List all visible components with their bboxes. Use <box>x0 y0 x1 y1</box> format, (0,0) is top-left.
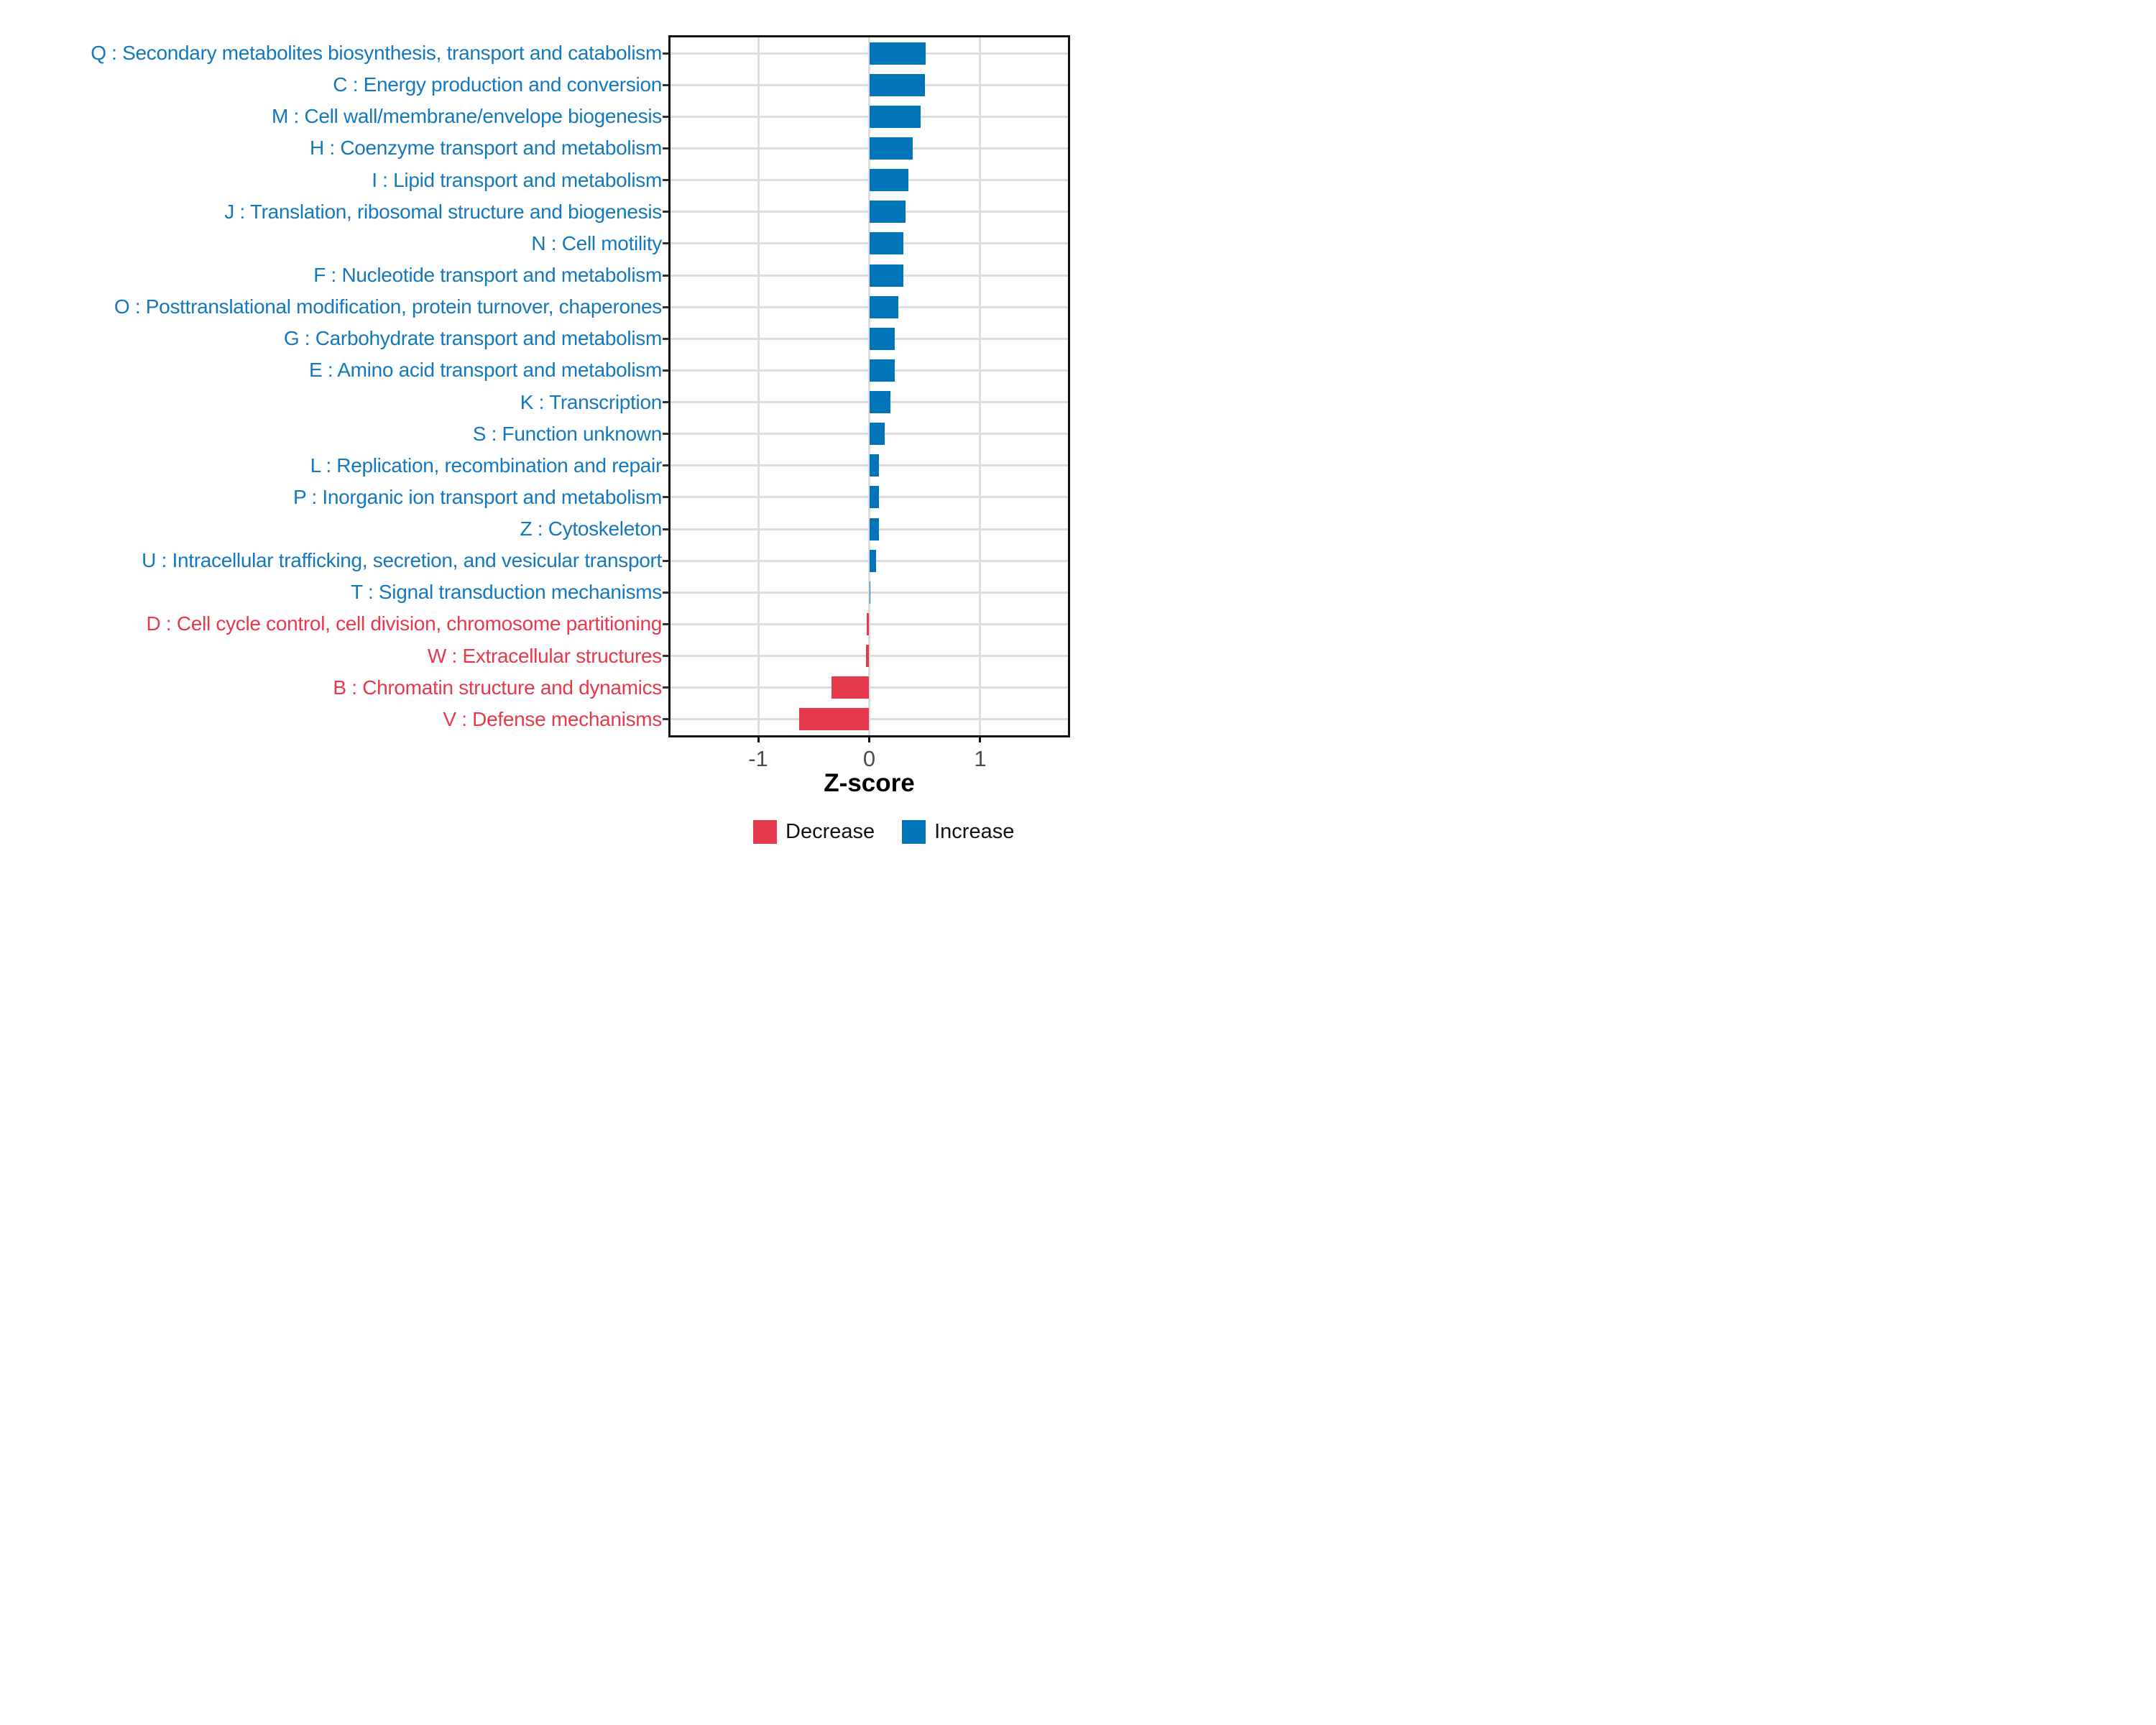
x-gridline <box>979 37 981 735</box>
category-label: N : Cell motility <box>531 231 662 254</box>
y-gridline <box>671 655 1068 657</box>
category-label: Q : Secondary metabolites biosynthesis, transport and catabolism <box>91 42 662 64</box>
y-tick <box>663 116 668 118</box>
y-tick <box>663 433 668 435</box>
bar-O <box>870 296 898 318</box>
y-tick <box>663 528 668 530</box>
category-label: P : Inorganic ion transport and metabolism <box>293 485 662 508</box>
plot-panel <box>668 35 1070 737</box>
x-tick <box>979 737 981 742</box>
y-tick <box>663 401 668 403</box>
bar-N <box>870 232 904 254</box>
category-label: T : Signal transduction mechanisms <box>351 581 662 604</box>
legend-label-decrease: Decrease <box>786 819 875 843</box>
bar-V <box>799 708 869 730</box>
category-label: W : Extracellular structures <box>427 644 662 667</box>
bar-G <box>870 328 895 350</box>
y-tick <box>663 338 668 340</box>
x-tick <box>868 737 870 742</box>
legend-swatch-decrease <box>753 820 777 844</box>
y-tick <box>663 211 668 213</box>
x-tick-label: -1 <box>748 746 768 771</box>
y-tick <box>663 496 668 498</box>
y-tick <box>663 623 668 625</box>
y-tick <box>663 275 668 277</box>
bar-W <box>866 645 870 667</box>
category-label: I : Lipid transport and metabolism <box>372 168 662 191</box>
y-tick <box>663 464 668 466</box>
y-gridline <box>671 718 1068 720</box>
legend-swatch-increase <box>902 820 926 844</box>
category-label: V : Defense mechanisms <box>443 707 662 730</box>
bar-Q <box>870 42 926 65</box>
bar-F <box>870 264 904 287</box>
bar-U <box>870 550 876 572</box>
bar-C <box>870 74 925 96</box>
y-tick <box>663 84 668 86</box>
legend <box>753 819 1014 844</box>
category-label: E : Amino acid transport and metabolism <box>309 359 662 382</box>
y-tick <box>663 369 668 372</box>
x-tick <box>757 737 760 742</box>
bar-H <box>870 137 913 160</box>
bar-Z <box>870 518 880 540</box>
bar-P <box>870 486 880 508</box>
category-label: M : Cell wall/membrane/envelope biogenesis <box>271 105 662 128</box>
y-tick <box>663 147 668 150</box>
bar-E <box>870 359 895 382</box>
category-label: G : Carbohydrate transport and metabolism <box>283 327 662 350</box>
x-tick-label: 0 <box>862 746 876 771</box>
legend-label-increase: Increase <box>934 819 1015 843</box>
y-tick <box>663 52 668 55</box>
y-tick <box>663 592 668 594</box>
category-label: O : Posttranslational modification, protein turnover, chaperones <box>114 295 662 318</box>
y-tick <box>663 718 668 720</box>
y-tick <box>663 242 668 244</box>
bar-L <box>870 454 880 477</box>
y-gridline <box>671 623 1068 625</box>
category-label: U : Intracellular trafficking, secretion, and vesicular transport <box>142 549 662 572</box>
category-label: F : Nucleotide transport and metabolism <box>313 263 662 286</box>
bar-B <box>831 676 870 699</box>
category-label: L : Replication, recombination and repair <box>310 454 662 477</box>
x-axis-title: Z-score <box>824 769 915 797</box>
y-gridline <box>671 686 1068 689</box>
bar-I <box>870 169 908 191</box>
bar-S <box>870 423 885 445</box>
category-label: D : Cell cycle control, cell division, chromosome partitioning <box>146 612 662 635</box>
category-label: J : Translation, ribosomal structure and biogenesis <box>224 200 662 223</box>
category-label: H : Coenzyme transport and metabolism <box>309 137 662 160</box>
y-tick <box>663 686 668 689</box>
y-tick <box>663 560 668 562</box>
category-label: Z : Cytoskeleton <box>520 518 662 540</box>
y-tick <box>663 306 668 308</box>
cog-zscore-bar-chart <box>0 0 1078 862</box>
x-tick-label: 1 <box>974 746 987 771</box>
category-label: B : Chromatin structure and dynamics <box>333 676 662 699</box>
category-label: C : Energy production and conversion <box>333 73 662 96</box>
y-tick <box>663 655 668 657</box>
x-gridline <box>757 37 760 735</box>
bar-D <box>867 613 869 635</box>
category-label: S : Function unknown <box>472 422 662 445</box>
bar-K <box>870 391 890 413</box>
category-label: K : Transcription <box>520 390 662 413</box>
bar-J <box>870 201 906 223</box>
y-tick <box>663 179 668 181</box>
bar-M <box>870 106 921 128</box>
